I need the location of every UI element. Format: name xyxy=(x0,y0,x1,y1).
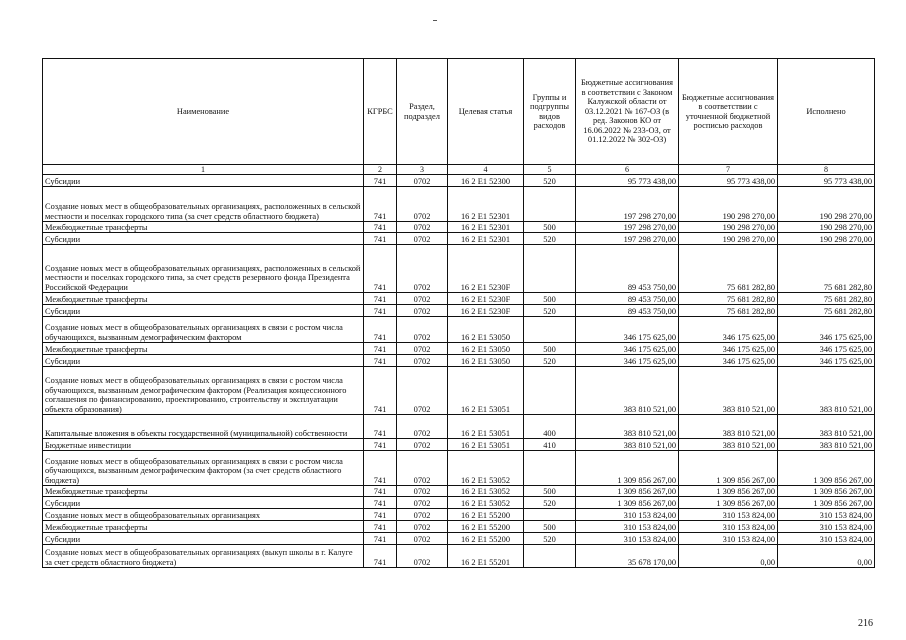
row-target-cell: 16 2 E1 5230F xyxy=(448,293,524,305)
row-executed-cell: 75 681 282,80 xyxy=(778,305,875,317)
row-plan-allocation-cell: 1 309 856 267,00 xyxy=(679,451,778,486)
row-law-allocation-cell: 197 298 270,00 xyxy=(576,233,679,245)
row-law-allocation-cell: 383 810 521,00 xyxy=(576,415,679,439)
row-executed-cell: 190 298 270,00 xyxy=(778,233,875,245)
row-target-cell: 16 2 E1 53050 xyxy=(448,317,524,343)
row-expense-type-cell xyxy=(524,509,576,521)
row-kgrbs-cell: 741 xyxy=(364,355,397,367)
row-expense-type-cell: 400 xyxy=(524,415,576,439)
table-row xyxy=(43,343,875,355)
row-target-cell: 16 2 E1 53052 xyxy=(448,486,524,497)
header-row xyxy=(43,59,875,165)
table-row xyxy=(43,245,875,293)
row-plan-allocation-cell: 190 298 270,00 xyxy=(679,187,778,222)
table-body xyxy=(43,175,875,568)
row-executed-cell: 95 773 438,00 xyxy=(778,175,875,187)
row-plan-allocation-cell: 75 681 282,80 xyxy=(679,245,778,293)
row-executed-cell: 1 309 856 267,00 xyxy=(778,497,875,509)
col-number: 1 xyxy=(43,165,364,175)
row-name-cell: Субсидии xyxy=(43,305,364,317)
row-target-cell: 16 2 E1 52300 xyxy=(448,175,524,187)
table-row xyxy=(43,486,875,497)
table-row xyxy=(43,509,875,521)
row-expense-type-cell: 410 xyxy=(524,439,576,451)
col-header-target: Целевая статья xyxy=(448,59,524,165)
row-plan-allocation-cell: 95 773 438,00 xyxy=(679,175,778,187)
table-row xyxy=(43,545,875,568)
row-executed-cell: 75 681 282,80 xyxy=(778,245,875,293)
row-law-allocation-cell: 197 298 270,00 xyxy=(576,222,679,233)
row-name-cell: Создание новых мест в общеобразовательных организациях, расположенных в сельской местности и поселках городского типа, за счет средств резервного фонда Президента Российской Федерации xyxy=(43,245,364,293)
row-name-cell: Создание новых мест в общеобразовательных организациях (выкуп школы в г. Калуге за счет средств областного бюджета) xyxy=(43,545,364,568)
row-expense-type-cell: 500 xyxy=(524,343,576,355)
row-name-cell: Межбюджетные трансферты xyxy=(43,521,364,533)
row-law-allocation-cell: 197 298 270,00 xyxy=(576,187,679,222)
row-plan-allocation-cell: 383 810 521,00 xyxy=(679,439,778,451)
row-plan-allocation-cell: 383 810 521,00 xyxy=(679,367,778,415)
row-name-cell: Создание новых мест в общеобразовательных организациях в связи с ростом числа обучающихся, вызванным демографическим фактором (Реализация концессионного соглашения по финансированию, проектированию, строительству и эксплуатации объекта образования) xyxy=(43,367,364,415)
row-section-cell: 0702 xyxy=(397,415,448,439)
row-target-cell: 16 2 E1 55200 xyxy=(448,521,524,533)
col-number: 3 xyxy=(397,165,448,175)
row-kgrbs-cell: 741 xyxy=(364,293,397,305)
row-section-cell: 0702 xyxy=(397,533,448,545)
row-executed-cell: 346 175 625,00 xyxy=(778,355,875,367)
row-law-allocation-cell: 310 153 824,00 xyxy=(576,533,679,545)
row-executed-cell: 75 681 282,80 xyxy=(778,293,875,305)
row-kgrbs-cell: 741 xyxy=(364,305,397,317)
budget-table xyxy=(42,58,875,568)
col-number: 8 xyxy=(778,165,875,175)
row-section-cell: 0702 xyxy=(397,545,448,568)
row-section-cell: 0702 xyxy=(397,367,448,415)
table-row xyxy=(43,317,875,343)
row-plan-allocation-cell: 75 681 282,80 xyxy=(679,305,778,317)
row-section-cell: 0702 xyxy=(397,509,448,521)
row-target-cell: 16 2 E1 52301 xyxy=(448,222,524,233)
table-row xyxy=(43,293,875,305)
row-name-cell: Субсидии xyxy=(43,175,364,187)
row-plan-allocation-cell: 190 298 270,00 xyxy=(679,233,778,245)
table-row xyxy=(43,233,875,245)
row-kgrbs-cell: 741 xyxy=(364,497,397,509)
table-row xyxy=(43,415,875,439)
row-plan-allocation-cell: 1 309 856 267,00 xyxy=(679,497,778,509)
row-expense-type-cell xyxy=(524,545,576,568)
row-name-cell: Создание новых мест в общеобразовательных организациях, расположенных в сельской местности и поселках городского типа (за счет средств областного бюджета) xyxy=(43,187,364,222)
table-row xyxy=(43,305,875,317)
table-row xyxy=(43,439,875,451)
row-plan-allocation-cell: 346 175 625,00 xyxy=(679,355,778,367)
row-executed-cell: 0,00 xyxy=(778,545,875,568)
row-target-cell: 16 2 E1 53052 xyxy=(448,451,524,486)
row-expense-type-cell xyxy=(524,317,576,343)
row-name-cell: Создание новых мест в общеобразовательных организациях xyxy=(43,509,364,521)
row-target-cell: 16 2 E1 55200 xyxy=(448,533,524,545)
row-law-allocation-cell: 95 773 438,00 xyxy=(576,175,679,187)
row-plan-allocation-cell: 310 153 824,00 xyxy=(679,509,778,521)
row-executed-cell: 383 810 521,00 xyxy=(778,367,875,415)
row-expense-type-cell: 520 xyxy=(524,305,576,317)
row-kgrbs-cell: 741 xyxy=(364,233,397,245)
row-kgrbs-cell: 741 xyxy=(364,245,397,293)
row-target-cell: 16 2 E1 52301 xyxy=(448,233,524,245)
row-executed-cell: 383 810 521,00 xyxy=(778,415,875,439)
row-law-allocation-cell: 89 453 750,00 xyxy=(576,245,679,293)
col-header-expense-type: Группы и подгруппы видов расходов xyxy=(524,59,576,165)
row-expense-type-cell: 500 xyxy=(524,521,576,533)
row-kgrbs-cell: 741 xyxy=(364,187,397,222)
row-section-cell: 0702 xyxy=(397,187,448,222)
table-row xyxy=(43,497,875,509)
col-header-kgrbs: КГРБС xyxy=(364,59,397,165)
row-executed-cell: 310 153 824,00 xyxy=(778,521,875,533)
row-section-cell: 0702 xyxy=(397,245,448,293)
row-law-allocation-cell: 346 175 625,00 xyxy=(576,355,679,367)
row-section-cell: 0702 xyxy=(397,233,448,245)
row-section-cell: 0702 xyxy=(397,451,448,486)
row-kgrbs-cell: 741 xyxy=(364,439,397,451)
row-section-cell: 0702 xyxy=(397,355,448,367)
row-expense-type-cell xyxy=(524,187,576,222)
row-target-cell: 16 2 E1 52301 xyxy=(448,187,524,222)
row-expense-type-cell xyxy=(524,451,576,486)
row-name-cell: Межбюджетные трансферты xyxy=(43,343,364,355)
row-name-cell: Межбюджетные трансферты xyxy=(43,293,364,305)
row-kgrbs-cell: 741 xyxy=(364,521,397,533)
row-expense-type-cell xyxy=(524,367,576,415)
row-target-cell: 16 2 E1 53051 xyxy=(448,367,524,415)
row-executed-cell: 310 153 824,00 xyxy=(778,533,875,545)
row-law-allocation-cell: 310 153 824,00 xyxy=(576,509,679,521)
row-target-cell: 16 2 E1 55200 xyxy=(448,509,524,521)
row-law-allocation-cell: 1 309 856 267,00 xyxy=(576,497,679,509)
row-name-cell: Субсидии xyxy=(43,497,364,509)
row-kgrbs-cell: 741 xyxy=(364,486,397,497)
row-law-allocation-cell: 89 453 750,00 xyxy=(576,305,679,317)
row-name-cell: Субсидии xyxy=(43,355,364,367)
row-executed-cell: 346 175 625,00 xyxy=(778,317,875,343)
row-plan-allocation-cell: 1 309 856 267,00 xyxy=(679,486,778,497)
row-target-cell: 16 2 E1 53052 xyxy=(448,497,524,509)
table-row xyxy=(43,187,875,222)
col-header-law-allocation: Бюджетные ассигнования в соответствии с Законом Калужской области от 03.12.2021 № 167-ОЗ (в ред. Законов КО от 16.06.2022 № 233-ОЗ, от 01.12.2022 № 302-ОЗ) xyxy=(576,59,679,165)
row-plan-allocation-cell: 383 810 521,00 xyxy=(679,415,778,439)
row-plan-allocation-cell: 346 175 625,00 xyxy=(679,343,778,355)
col-number: 2 xyxy=(364,165,397,175)
row-section-cell: 0702 xyxy=(397,486,448,497)
row-target-cell: 16 2 E1 53050 xyxy=(448,343,524,355)
row-expense-type-cell: 500 xyxy=(524,486,576,497)
row-section-cell: 0702 xyxy=(397,305,448,317)
row-target-cell: 16 2 E1 5230F xyxy=(448,305,524,317)
row-kgrbs-cell: 741 xyxy=(364,451,397,486)
row-kgrbs-cell: 741 xyxy=(364,175,397,187)
row-law-allocation-cell: 383 810 521,00 xyxy=(576,439,679,451)
row-law-allocation-cell: 1 309 856 267,00 xyxy=(576,451,679,486)
row-target-cell: 16 2 E1 53051 xyxy=(448,415,524,439)
row-kgrbs-cell: 741 xyxy=(364,545,397,568)
table-row xyxy=(43,175,875,187)
row-name-cell: Создание новых мест в общеобразовательных организациях в связи с ростом числа обучающихся, вызванным демографическим фактором (за счет средств областного бюджета) xyxy=(43,451,364,486)
row-plan-allocation-cell: 310 153 824,00 xyxy=(679,521,778,533)
table-row xyxy=(43,533,875,545)
table-row xyxy=(43,367,875,415)
row-executed-cell: 310 153 824,00 xyxy=(778,509,875,521)
row-executed-cell: 190 298 270,00 xyxy=(778,222,875,233)
row-name-cell: Межбюджетные трансферты xyxy=(43,486,364,497)
row-name-cell: Межбюджетные трансферты xyxy=(43,222,364,233)
row-section-cell: 0702 xyxy=(397,175,448,187)
row-executed-cell: 1 309 856 267,00 xyxy=(778,451,875,486)
row-law-allocation-cell: 89 453 750,00 xyxy=(576,293,679,305)
row-section-cell: 0702 xyxy=(397,317,448,343)
row-name-cell: Субсидии xyxy=(43,233,364,245)
row-kgrbs-cell: 741 xyxy=(364,415,397,439)
table-row xyxy=(43,451,875,486)
row-section-cell: 0702 xyxy=(397,343,448,355)
col-number: 5 xyxy=(524,165,576,175)
row-plan-allocation-cell: 190 298 270,00 xyxy=(679,222,778,233)
row-executed-cell: 346 175 625,00 xyxy=(778,343,875,355)
row-law-allocation-cell: 346 175 625,00 xyxy=(576,317,679,343)
row-section-cell: 0702 xyxy=(397,293,448,305)
row-target-cell: 16 2 E1 55201 xyxy=(448,545,524,568)
row-name-cell: Бюджетные инвестиции xyxy=(43,439,364,451)
table-row xyxy=(43,355,875,367)
scan-mark xyxy=(433,20,437,21)
row-kgrbs-cell: 741 xyxy=(364,317,397,343)
table-row xyxy=(43,521,875,533)
row-name-cell: Субсидии xyxy=(43,533,364,545)
row-law-allocation-cell: 310 153 824,00 xyxy=(576,521,679,533)
row-section-cell: 0702 xyxy=(397,439,448,451)
row-executed-cell: 383 810 521,00 xyxy=(778,439,875,451)
row-plan-allocation-cell: 310 153 824,00 xyxy=(679,533,778,545)
row-kgrbs-cell: 741 xyxy=(364,222,397,233)
col-number: 6 xyxy=(576,165,679,175)
row-expense-type-cell: 520 xyxy=(524,355,576,367)
row-kgrbs-cell: 741 xyxy=(364,343,397,355)
row-name-cell: Капитальные вложения в объекты государственной (муниципальной) собственности xyxy=(43,415,364,439)
row-expense-type-cell: 500 xyxy=(524,222,576,233)
col-header-executed: Исполнено xyxy=(778,59,875,165)
row-expense-type-cell xyxy=(524,245,576,293)
page-number: 216 xyxy=(858,618,873,629)
col-header-name: Наименование xyxy=(43,59,364,165)
row-plan-allocation-cell: 346 175 625,00 xyxy=(679,317,778,343)
row-expense-type-cell: 520 xyxy=(524,175,576,187)
row-law-allocation-cell: 1 309 856 267,00 xyxy=(576,486,679,497)
row-plan-allocation-cell: 0,00 xyxy=(679,545,778,568)
col-header-section: Раздел, подраздел xyxy=(397,59,448,165)
row-kgrbs-cell: 741 xyxy=(364,367,397,415)
row-section-cell: 0702 xyxy=(397,521,448,533)
col-header-plan-allocation: Бюджетные ассигнования в соответствии с уточненной бюджетной росписью расходов xyxy=(679,59,778,165)
row-law-allocation-cell: 346 175 625,00 xyxy=(576,343,679,355)
row-section-cell: 0702 xyxy=(397,222,448,233)
row-target-cell: 16 2 E1 53051 xyxy=(448,439,524,451)
table-row xyxy=(43,222,875,233)
col-number: 4 xyxy=(448,165,524,175)
row-kgrbs-cell: 741 xyxy=(364,533,397,545)
row-expense-type-cell: 520 xyxy=(524,533,576,545)
row-expense-type-cell: 520 xyxy=(524,497,576,509)
row-executed-cell: 190 298 270,00 xyxy=(778,187,875,222)
row-section-cell: 0702 xyxy=(397,497,448,509)
row-executed-cell: 1 309 856 267,00 xyxy=(778,486,875,497)
row-expense-type-cell: 500 xyxy=(524,293,576,305)
row-target-cell: 16 2 E1 5230F xyxy=(448,245,524,293)
row-expense-type-cell: 520 xyxy=(524,233,576,245)
row-target-cell: 16 2 E1 53050 xyxy=(448,355,524,367)
row-name-cell: Создание новых мест в общеобразовательных организациях в связи с ростом числа обучающихся, вызванным демографическим фактором xyxy=(43,317,364,343)
row-kgrbs-cell: 741 xyxy=(364,509,397,521)
col-number: 7 xyxy=(679,165,778,175)
row-plan-allocation-cell: 75 681 282,80 xyxy=(679,293,778,305)
row-law-allocation-cell: 383 810 521,00 xyxy=(576,367,679,415)
column-number-row xyxy=(43,165,875,175)
row-law-allocation-cell: 35 678 170,00 xyxy=(576,545,679,568)
